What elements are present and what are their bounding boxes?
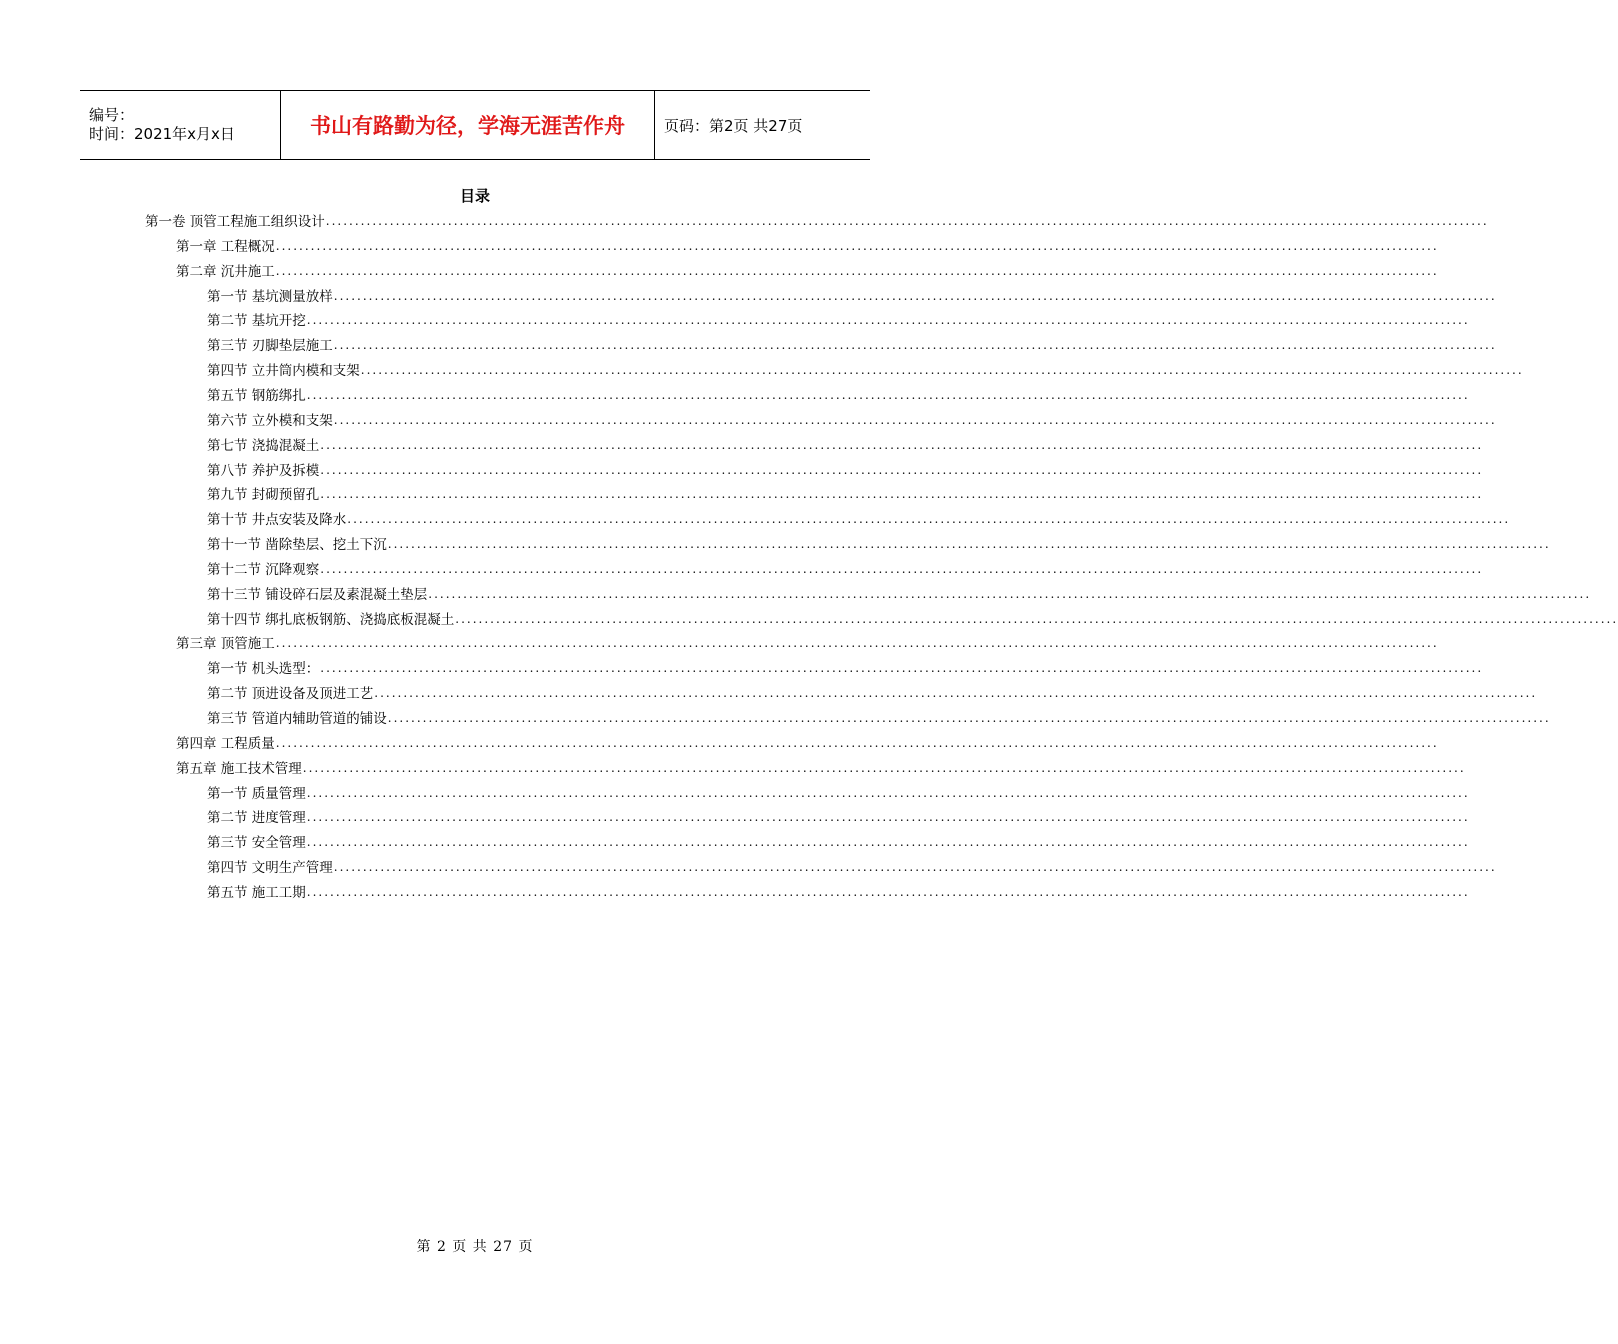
toc-entry[interactable] xyxy=(207,432,1484,454)
toc-entry-label: 第五节 钢筋绑扎 xyxy=(207,387,306,404)
toc-entry[interactable] xyxy=(207,283,1497,305)
toc-entry[interactable] xyxy=(176,755,1466,777)
toc-entry[interactable] xyxy=(207,307,1470,330)
toc-entry-label: 第一卷 顶管工程施工组织设计 xyxy=(145,214,325,230)
toc-entry[interactable] xyxy=(207,531,1551,554)
toc-entry-label: 第十三节 铺设碎石层及素混凝土垫层 xyxy=(207,586,428,603)
toc-entry[interactable] xyxy=(207,804,1470,827)
toc-entry-label: 第七节 浇捣混凝土 xyxy=(207,437,320,454)
toc-entry[interactable] xyxy=(207,780,1470,802)
toc-entry[interactable] xyxy=(207,705,1551,727)
header-page-info: 页码：第2页 共27页 xyxy=(664,116,803,135)
toc-entry[interactable] xyxy=(207,879,1470,901)
toc-entry[interactable] xyxy=(207,481,1484,504)
toc-dot-leader: ........................................................................................................................................................................................................ xyxy=(306,810,1470,825)
toc-entry-label: 第四节 立井筒内模和支架 xyxy=(207,363,360,380)
toc-dot-leader: ........................................................................................................................................................................................................ xyxy=(320,487,1484,502)
toc-entry[interactable] xyxy=(145,208,1489,230)
toc-entry-label: 第二节 基坑开挖 xyxy=(207,313,306,330)
toc-dot-leader: ........................................................................................................................................................................................................ xyxy=(306,835,1470,850)
toc-dot-leader: ........................................................................................................................................................................................................ xyxy=(387,711,1551,725)
toc-entry-label: 第二节 进度管理 xyxy=(207,810,306,827)
toc-entry-label: 第十节 井点安装及降水 xyxy=(207,512,347,529)
toc-entry[interactable] xyxy=(207,680,1538,703)
toc-entry-label: 第三节 管道内辅助管道的铺设 xyxy=(207,711,387,727)
toc-entry[interactable] xyxy=(207,854,1497,877)
toc-entry[interactable] xyxy=(207,382,1470,404)
toc-entry-label: 第八节 养护及拆模 xyxy=(207,462,320,479)
document-header xyxy=(80,90,870,160)
toc-entry-label: 第二章 沉井施工 xyxy=(176,263,275,280)
toc-dot-leader: ........................................................................................................................................................................................................ xyxy=(275,238,1439,253)
toc-entry[interactable] xyxy=(176,233,1439,255)
toc-dot-leader: ........................................................................................................................................................................................................ xyxy=(333,412,1497,427)
header-motto: 书山有路勤为径，学海无涯苦作舟 xyxy=(281,91,655,159)
toc-entry[interactable] xyxy=(207,457,1484,479)
toc-entry-label: 第一节 质量管理 xyxy=(207,785,306,802)
toc-dot-leader: ........................................................................................................................................................................................................ xyxy=(306,313,1470,328)
toc-entry[interactable] xyxy=(176,630,1439,653)
toc-entry-label: 第六节 立外模和支架 xyxy=(207,412,333,429)
toc-dot-leader: ........................................................................................................................................................................................................ xyxy=(275,263,1439,278)
toc-entry[interactable] xyxy=(207,332,1497,355)
toc-entry[interactable] xyxy=(207,556,1484,578)
toc-entry[interactable] xyxy=(207,407,1497,429)
toc-dot-leader: ........................................................................................................................................................................................................ xyxy=(275,636,1439,651)
toc-dot-leader: ........................................................................................................................................................................................................ xyxy=(360,363,1524,378)
toc-entry-label: 第五节 施工工期 xyxy=(207,884,306,901)
toc-dot-leader: ........................................................................................................................................................................................................ xyxy=(347,512,1511,527)
header-number: 编号： xyxy=(89,106,135,124)
toc-entry-label: 第一节 机头选型： xyxy=(207,661,320,678)
toc-dot-leader: ........................................................................................................................................................................................................ xyxy=(387,537,1551,552)
toc-entry[interactable] xyxy=(207,581,1592,603)
header-meta-cell xyxy=(80,91,281,159)
toc-dot-leader: ........................................................................................................................................................................................................ xyxy=(325,214,1489,228)
toc-entry[interactable] xyxy=(207,655,1484,678)
toc-entry-label: 第十二节 沉降观察 xyxy=(207,561,320,578)
toc-entry[interactable] xyxy=(207,357,1524,380)
toc-dot-leader: ........................................................................................................................................................................................................ xyxy=(333,288,1497,303)
toc-entry-label: 第十一节 凿除垫层、挖土下沉 xyxy=(207,537,387,554)
toc-entry-label: 第三节 安全管理 xyxy=(207,835,306,852)
toc-dot-leader: ........................................................................................................................................................................................................ xyxy=(428,586,1592,601)
toc-entry-label: 第一章 工程概况 xyxy=(176,238,275,255)
toc-dot-leader: ........................................................................................................................................................................................................ xyxy=(320,437,1484,452)
toc-dot-leader: ........................................................................................................................................................................................................ xyxy=(302,760,1466,775)
toc-dot-leader: ........................................................................................................................................................................................................ xyxy=(374,686,1538,701)
toc-entry-label: 第四章 工程质量 xyxy=(176,735,275,752)
toc-entry-label: 第三章 顶管施工 xyxy=(176,636,275,653)
toc-entry-label: 第二节 顶进设备及顶进工艺 xyxy=(207,686,374,703)
toc-entry-label: 第一节 基坑测量放样 xyxy=(207,288,333,305)
toc-entry-label: 第九节 封砌预留孔 xyxy=(207,487,320,504)
toc-entry[interactable] xyxy=(207,829,1470,852)
toc-entry-label: 第四节 文明生产管理 xyxy=(207,860,333,877)
toc-dot-leader: ........................................................................................................................................................................................................ xyxy=(320,561,1484,576)
toc-entry[interactable] xyxy=(207,506,1511,529)
toc-dot-leader: ........................................................................................................................................................................................................ xyxy=(306,884,1470,899)
page-footer: 第 2 页 共 27 页 xyxy=(416,1239,534,1255)
toc-dot-leader: ........................................................................................................................................................................................................ xyxy=(320,661,1484,676)
toc-entry[interactable] xyxy=(176,730,1439,752)
toc-dot-leader: ........................................................................................................................................................................................................ xyxy=(306,387,1470,402)
toc-entry-label: 第十四节 绑扎底板钢筋、浇捣底板混凝土 xyxy=(207,611,455,628)
toc-dot-leader: ........................................................................................................................................................................................................ xyxy=(455,611,1618,626)
toc-title: 目录 xyxy=(459,187,490,205)
toc-dot-leader: ........................................................................................................................................................................................................ xyxy=(333,338,1497,353)
toc-entry-label: 第三节 刃脚垫层施工 xyxy=(207,338,333,355)
toc-dot-leader: ........................................................................................................................................................................................................ xyxy=(320,462,1484,477)
toc-dot-leader: ........................................................................................................................................................................................................ xyxy=(306,785,1470,800)
toc-dot-leader: ........................................................................................................................................................................................................ xyxy=(333,860,1497,875)
toc-dot-leader: ........................................................................................................................................................................................................ xyxy=(275,735,1439,750)
header-time: 时间：2021年x月x日 xyxy=(89,125,235,143)
toc-entry[interactable] xyxy=(176,258,1439,280)
toc-entry[interactable] xyxy=(207,606,1618,628)
toc-entry-label: 第五章 施工技术管理 xyxy=(176,760,302,777)
